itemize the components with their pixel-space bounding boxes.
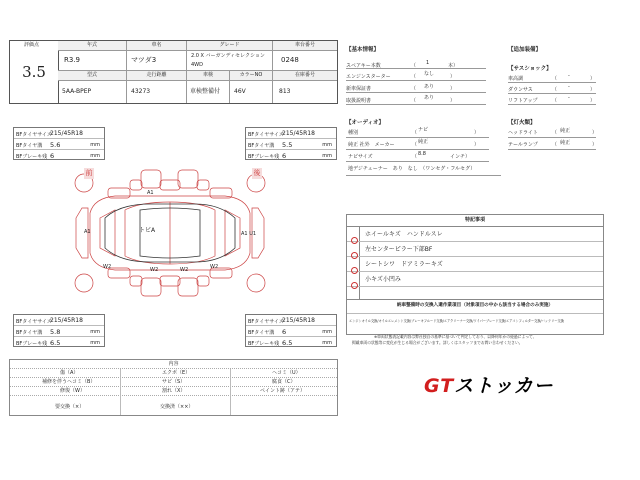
row-unit: ） [590,76,596,82]
bullet-icon [351,267,358,274]
special-note: 小キズ小凹み [365,276,401,283]
special-note: 左センターピラー下部BF [365,246,433,253]
header-mileage: 走行距離 [127,71,187,81]
tire-depth-value: 5.8 [50,328,61,336]
tire-size-label: BFタイヤサイズ [248,319,284,325]
row-unit: インチ） [450,154,471,160]
extra-info-title: 【追加装備】 [508,47,542,53]
damage-legend-table [9,359,338,416]
unit: mm [322,153,332,159]
damage-mark: W2 [150,267,159,273]
row-label: 純正 社外 メーカー [348,142,395,148]
grade-value [187,51,273,71]
suspension-row [508,85,600,96]
basic-info-title: 【基本情報】 [346,47,380,53]
maintenance-notice: 納車整備時の交換入還作業項目（対象項目の中から該当する場合のみ実施） [396,303,554,308]
tire-box-front-right [245,127,337,160]
unit: mm [90,153,100,159]
special-notes-box [346,214,604,335]
row-label: 車高調 [508,76,524,82]
inspection-value: 車検整備付 [187,81,230,103]
damage-mark: W2 [210,264,219,270]
tire-size-value: 215/45R18 [282,317,315,324]
tire-size-label: BFタイヤサイズ [16,319,52,325]
tire-size-value: 215/45R18 [50,317,83,324]
legend-cell: ヘコミ（U） [272,370,301,376]
row-value: - [568,73,570,79]
header-model: 型式 [58,71,127,81]
row-unit: ） [592,130,598,136]
grade-line2: 4WD [191,62,203,68]
row-mark: （ [412,130,418,136]
row-value: ナビ [418,127,429,133]
header-color: カラーNO [230,71,273,81]
unit: mm [90,142,100,148]
row-mark: （ [552,87,558,93]
basic-info-row [346,84,491,96]
row-label: スペアキー本数 [346,63,381,69]
header-grade: グレード [187,41,273,51]
tire-size-value: 215/45R18 [50,130,83,137]
row-label: エンジンスターター [346,74,391,80]
basic-info-row [346,72,491,84]
maintenance-detail: エンジンオイル交換/オイルエレメント交換/ブレーキフルード交換/エアクリーナー交換/ワイパーブレード交換/エアコンフィルター交換/バッテリー交換 [349,319,564,323]
tire-depth-value: 5.6 [50,141,61,149]
tire-size-label: BFタイヤサイズ [248,132,284,138]
row-label: ナビサイズ [348,154,373,160]
header-year: 年式 [58,41,127,51]
row-unit: ） [450,98,456,104]
footnote-line1: ※車両状態表記載内容は弊社独自の基準に基づいて判定しており、以降何年かの経過によって、 [374,334,537,339]
header-stock: 在庫番号 [273,71,337,81]
row-value: - [568,95,570,101]
row-mark: （ [552,130,558,136]
unit: mm [322,340,332,346]
tire-depth-value: 6 [282,328,287,336]
logo-brand-text: ストッカー [454,375,554,397]
row-label: ダウンサス [508,87,533,93]
row-value: 純正 [560,140,571,146]
row-unit: ） [590,87,596,93]
row-label: リフトアップ [508,98,538,104]
row-mark: （ [552,98,558,104]
row-label: 取扱説明書 [346,98,372,104]
model-value: 5AA-BPEP [58,81,127,103]
brake-value: 6.5 [50,339,61,347]
logo-gt-text: GT [424,375,455,397]
lot-value: 0248 [273,51,337,71]
suspension-row [508,74,600,85]
brake-value: 6 [50,152,55,160]
legend-title: 内容 [168,361,179,367]
special-notes-title: 特記事項 [464,217,485,223]
tire-depth-label: BFタイヤ溝 [248,143,275,149]
damage-mark: W2 [180,267,189,273]
row-label: 新車保証書 [346,86,372,92]
row-mark: （ [411,74,417,80]
audio-title: 【オーディオ】 [346,120,385,126]
row-value: あり [424,84,435,90]
legend-cell: 腐食（C） [272,379,296,385]
front-label: 前 [85,169,93,177]
bullet-icon [351,252,358,259]
row-value: 純正 [418,139,429,145]
car-damage-diagram [70,158,270,308]
rear-label: 後 [253,169,261,177]
tire-depth-label: BFタイヤ溝 [16,330,43,336]
stock-value: 813 [279,88,291,95]
unit: mm [90,340,100,346]
suspension-title: 【サスショック】 [508,66,552,72]
row-mark: （ [552,142,558,148]
row-mark: （ [411,98,417,104]
legend-cell: エクボ（E） [162,370,191,376]
brake-value: 6.5 [282,339,293,347]
legend-cell: 交換済（××） [160,404,194,410]
row-label: ヘッドライト [508,130,538,136]
damage-mark: A1 [84,229,91,235]
bullet-icon [351,282,358,289]
row-mark: （ [411,86,417,92]
header-lot: 車台番号 [273,41,337,51]
tv-tuner-line: 地デジチューナー あり なし （ワンセグ・フルセグ） [348,166,476,172]
year-value: R3.9 [58,51,127,71]
footnote-line2: 掲載車両の状態等に変化が生じる場合がございます。詳しくはスタッフまでお問い合わせください。 [352,340,523,345]
tire-box-rear-right [245,314,337,347]
unit: mm [322,142,332,148]
damage-mark: W2 [103,264,112,270]
unit: mm [322,329,332,335]
row-mark: （ [411,63,417,69]
row-mark: （ [552,76,558,82]
row-unit: ） [450,86,456,92]
vehicle-summary-table [9,40,338,104]
legend-cell: ペイント跡（アテ） [260,388,306,394]
brake-label: BFブレーキ残 [248,341,280,347]
tire-depth-label: BFタイヤ溝 [248,330,275,336]
tire-size-label: BFタイヤサイズ [16,132,52,138]
legend-cell: 傷（A） [60,370,79,376]
damage-mark: A1 [147,190,154,196]
tire-box-rear-left [13,314,105,347]
row-value: なし [424,71,435,77]
grade-line1: 2.0 X バーガンディセレクション [191,53,265,59]
mileage-value: 43273 [127,81,187,103]
brake-label: BFブレーキ残 [16,154,48,160]
damage-mark: トビA [139,227,156,234]
row-unit: ） [474,130,480,136]
tire-depth-label: BFタイヤ溝 [16,143,43,149]
legend-cell: 修復（W） [60,388,85,394]
special-note: シートシワ ドアミラーキズ [365,261,443,268]
bullet-icon [351,237,358,244]
row-label: テールランプ [508,142,538,148]
legend-cell: サビ（S） [162,379,186,385]
brake-label: BFブレーキ残 [248,154,280,160]
legend-cell: 補修を伴うヘコミ（B） [42,379,96,385]
row-unit: ） [592,142,598,148]
legend-cell: 要交換（×） [55,404,85,410]
damage-mark: A1 U1 [241,231,257,237]
row-value: - [568,84,570,90]
basic-info-row [346,96,491,108]
brake-value: 6 [282,152,287,160]
basic-info-row [346,60,491,72]
row-value: 1 [426,60,430,66]
unit: mm [90,329,100,335]
row-label: 種別 [348,130,359,136]
row-unit: ） [590,98,596,104]
row-unit: ） [450,74,456,80]
lights-title: 【灯火類】 [508,120,536,126]
header-name: 車名 [127,41,187,51]
tire-box-front-left [13,127,105,160]
score-value: 3.5 [10,41,59,103]
name-value: マツダ3 [127,51,187,71]
row-value: 純正 [560,128,571,134]
row-value: あり [424,95,435,101]
row-unit: ） [474,142,480,148]
legend-cell: 割れ（X） [162,388,186,394]
gt-stocker-logo [424,371,554,398]
header-inspection: 車検 [187,71,230,81]
row-value: 8.8 [418,151,426,157]
suspension-row [508,96,600,107]
color-value: 46V [230,81,273,103]
tire-depth-value: 5.5 [282,141,293,149]
brake-label: BFブレーキ残 [16,341,48,347]
header-score: 評価点 [24,42,40,48]
row-unit: 本） [448,63,459,69]
row-mark: （ [412,154,418,160]
row-mark: （ [412,142,418,148]
special-note: ホイールキズ ハンドルスレ [365,231,443,238]
tire-size-value: 215/45R18 [282,130,315,137]
